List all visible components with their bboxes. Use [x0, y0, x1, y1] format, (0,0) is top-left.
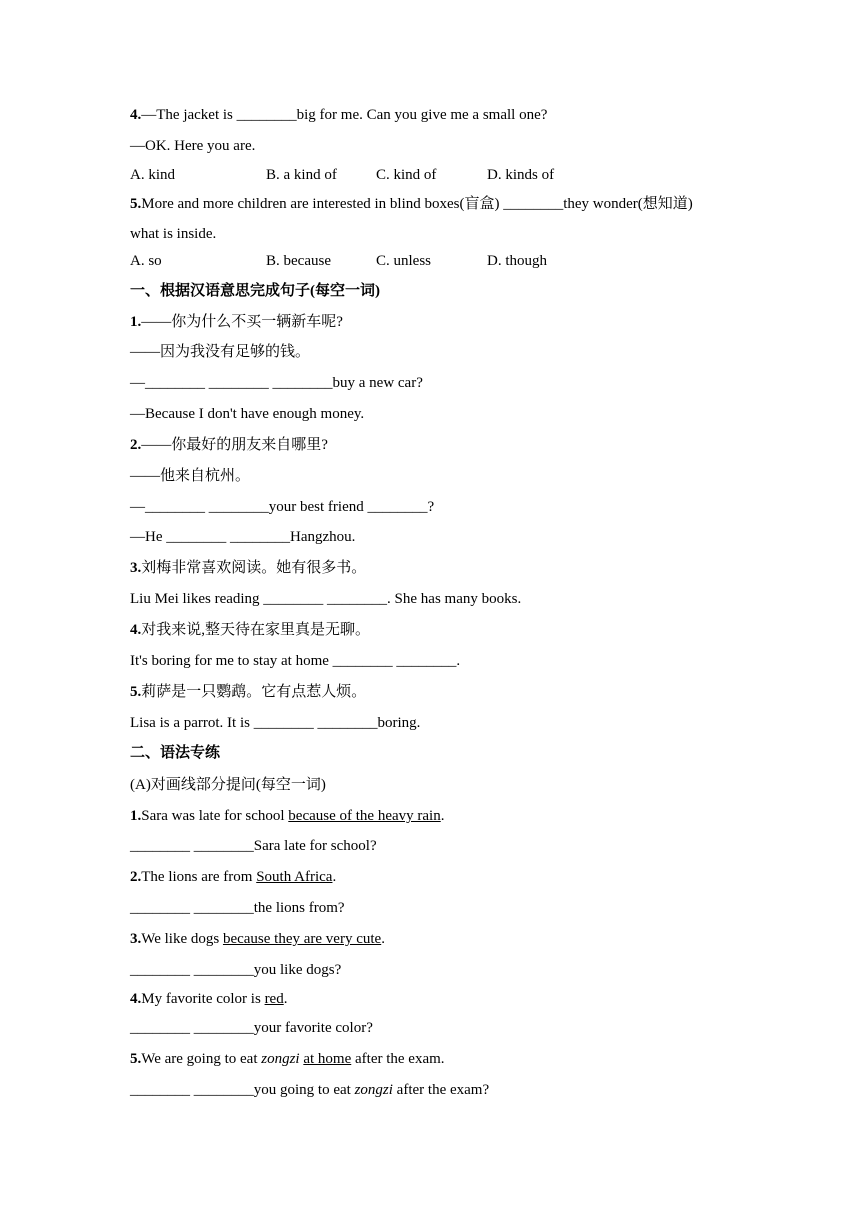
answer-text[interactable]: ________ ________you going to eat — [130, 1082, 355, 1098]
s1-item-1-en1[interactable]: —________ ________ ________buy a new car? — [130, 375, 423, 391]
item-number: 2. — [130, 437, 142, 453]
underlined-part: because of the heavy rain — [288, 808, 441, 824]
s1-item-2-zh2: ——他来自杭州。 — [130, 468, 251, 484]
s1-item-1-zh2: ——因为我没有足够的钱。 — [130, 344, 311, 360]
sentence-text: . — [283, 991, 288, 1007]
question-text: More and more children are interested in blind boxes(盲盒) — [141, 196, 504, 212]
question-text: big for me. Can you give me a small one? — [296, 107, 548, 123]
answer-text: after the exam? — [392, 1082, 490, 1098]
sentence-text: . — [381, 931, 385, 947]
item-number: 3. — [130, 931, 142, 947]
s1-item-1-en2: —Because I don't have enough money. — [130, 406, 365, 422]
sentence-text: after the exam. — [351, 1051, 445, 1067]
sentence-text: . — [332, 869, 337, 885]
chinese-prompt: 刘梅非常喜欢阅读。她有很多书。 — [141, 560, 367, 576]
question-number: 4. — [130, 107, 142, 123]
chinese-prompt: 莉萨是一只鹦鹉。它有点惹人烦。 — [141, 684, 367, 700]
item-number: 2. — [130, 869, 142, 885]
option-c[interactable]: C. unless — [376, 253, 432, 269]
question-4-reply: —OK. Here you are. — [130, 138, 256, 154]
s2-item-2-sentence — [130, 867, 336, 887]
sentence-text: Sara was late for school — [141, 808, 289, 824]
sentence-text: We like dogs — [141, 931, 223, 947]
section-2-subheading: (A)对画线部分提问(每空一词) — [130, 777, 326, 793]
s2-item-2-answer[interactable]: ________ ________the lions from? — [130, 900, 345, 916]
option-b[interactable]: B. because — [266, 253, 331, 269]
option-d[interactable]: D. though — [487, 253, 547, 269]
s1-item-1-zh1 — [130, 312, 343, 332]
s2-item-1-sentence — [130, 806, 444, 826]
item-number: 3. — [130, 560, 142, 576]
s1-item-2-en1[interactable]: —________ ________your best friend ________? — [130, 499, 435, 515]
sentence-text: We are going to eat — [141, 1051, 262, 1067]
underlined-part: because they are very cute — [222, 931, 382, 947]
section-1-heading: 一、根据汉语意思完成句子(每空一词) — [130, 283, 380, 299]
s1-item-3-zh — [130, 558, 366, 578]
underlined-part: South Africa — [256, 869, 333, 885]
italic-word: zongzi — [261, 1051, 300, 1067]
question-5-stem — [130, 194, 693, 214]
item-number: 1. — [130, 808, 142, 824]
s1-item-5-zh — [130, 682, 366, 702]
s2-item-4-answer[interactable]: ________ ________your favorite color? — [130, 1020, 373, 1036]
sentence-text: My favorite color is — [141, 991, 265, 1007]
section-2-heading: 二、语法专练 — [130, 745, 221, 761]
question-5-continuation: what is inside. — [130, 226, 217, 242]
question-number: 5. — [130, 196, 142, 212]
question-4-stem — [130, 105, 547, 125]
s1-item-2-en2[interactable]: —He ________ ________Hangzhou. — [130, 529, 356, 545]
s1-item-4-en[interactable]: It's boring for me to stay at home ________ ________. — [130, 653, 461, 669]
option-a[interactable]: A. so — [130, 253, 162, 269]
chinese-prompt: 对我来说,整天待在家里真是无聊。 — [141, 622, 371, 638]
question-text: they wonder(想知道) — [563, 196, 693, 212]
sentence-text: . — [440, 808, 445, 824]
s1-item-3-en[interactable]: Liu Mei likes reading ________ ________. She has many books. — [130, 591, 522, 607]
s1-item-2-zh1 — [130, 435, 328, 455]
option-d[interactable]: D. kinds of — [487, 167, 555, 183]
s2-item-4-sentence — [130, 989, 287, 1009]
answer-blank[interactable]: ________ — [236, 107, 297, 123]
underlined-part: red — [264, 991, 284, 1007]
s1-item-4-zh — [130, 620, 370, 640]
item-number: 5. — [130, 1051, 142, 1067]
s2-item-3-answer[interactable]: ________ ________you like dogs? — [130, 962, 342, 978]
option-b[interactable]: B. a kind of — [266, 167, 337, 183]
answer-blank[interactable]: ________ — [503, 196, 564, 212]
sentence-text: The lions are from — [141, 869, 257, 885]
chinese-prompt: ——你最好的朋友来自哪里? — [141, 437, 328, 453]
item-number: 4. — [130, 622, 142, 638]
underlined-part: at home — [303, 1051, 352, 1067]
italic-word: zongzi — [354, 1082, 393, 1098]
item-number: 1. — [130, 314, 142, 330]
question-text: —The jacket is — [141, 107, 237, 123]
s2-item-5-answer[interactable] — [130, 1080, 489, 1100]
s2-item-5-sentence — [130, 1049, 445, 1069]
s2-item-1-answer[interactable]: ________ ________Sara late for school? — [130, 838, 377, 854]
option-a[interactable]: A. kind — [130, 167, 175, 183]
s2-item-3-sentence — [130, 929, 385, 949]
s1-item-5-en[interactable]: Lisa is a parrot. It is ________ ________boring. — [130, 715, 421, 731]
option-c[interactable]: C. kind of — [376, 167, 437, 183]
chinese-prompt: ——你为什么不买一辆新车呢? — [141, 314, 343, 330]
item-number: 4. — [130, 991, 142, 1007]
item-number: 5. — [130, 684, 142, 700]
